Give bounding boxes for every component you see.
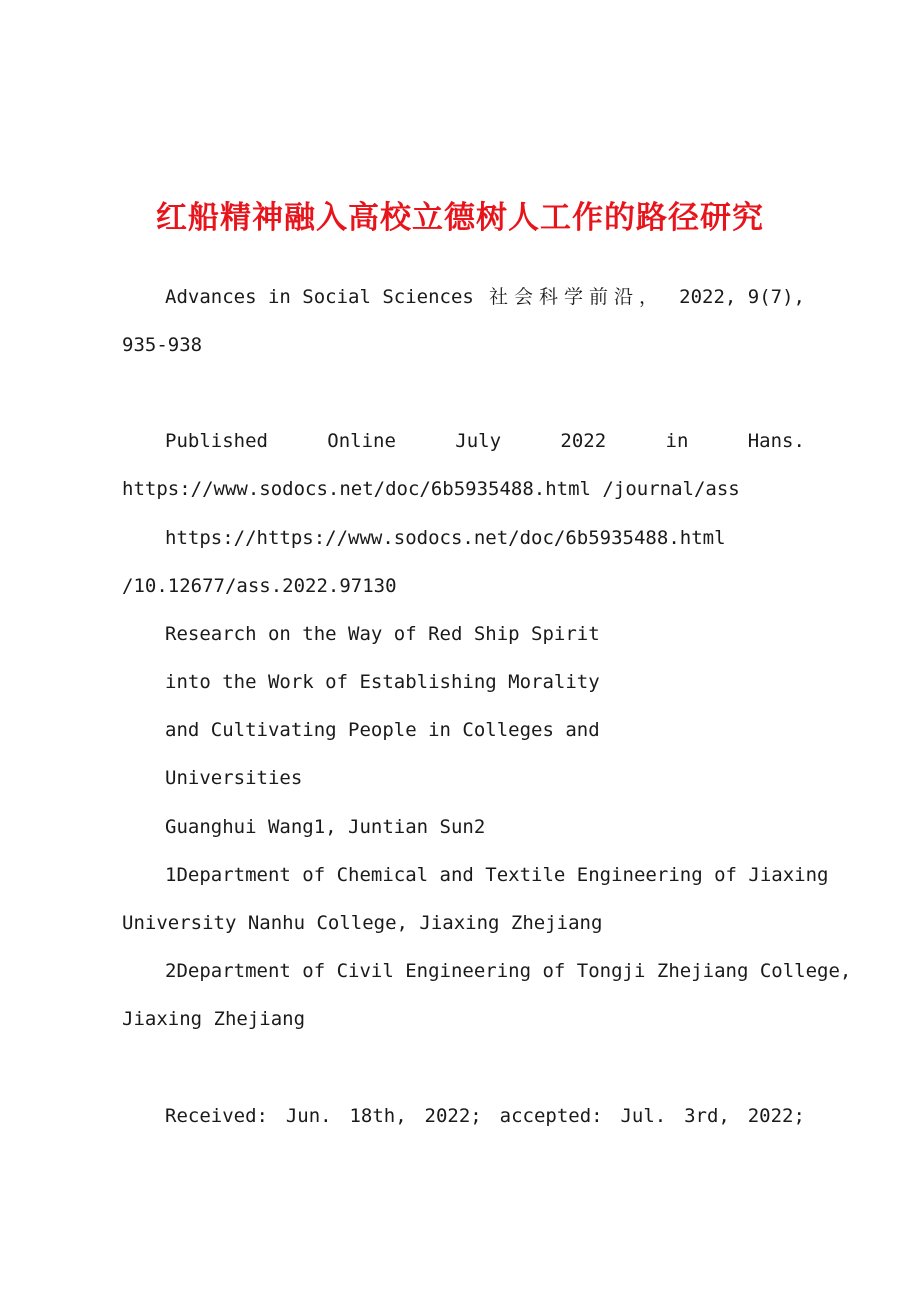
page-title: 红船精神融入高校立德树人工作的路径研究 <box>156 200 764 236</box>
affiliation-2: 2Department of Civil Engineering of Tongji Zhejiang College, <box>165 960 852 982</box>
journal-pages: 935-938 <box>122 334 203 356</box>
published-word: July <box>455 430 502 452</box>
affiliation-1-cont: University Nanhu College, Jiaxing Zhejiang <box>122 912 603 934</box>
received-word: accepted: <box>499 1105 603 1127</box>
english-title-line: into the Work of Establishing Morality <box>165 671 600 693</box>
received-word: 2022; <box>424 1105 482 1127</box>
journal-name-en: Advances in Social Sciences <box>165 286 474 308</box>
received-line <box>165 1103 805 1129</box>
received-word: 2022; <box>747 1105 805 1127</box>
affiliation-1: 1Department of Chemical and Textile Engineering of Jiaxing <box>165 864 829 886</box>
journal-url[interactable]: https://www.sodocs.net/doc/6b5935488.html /journal/ass <box>122 478 740 500</box>
journal-issue: 2022, 9(7), <box>679 286 805 308</box>
published-word: Published <box>165 430 268 452</box>
published-word: in <box>665 430 689 452</box>
received-word: 3rd, <box>684 1105 730 1127</box>
english-title-line: Universities <box>165 767 303 789</box>
published-word: Hans. <box>747 430 805 452</box>
authors: Guanghui Wang1, Juntian Sun2 <box>165 816 486 838</box>
published-word: Online <box>327 430 396 452</box>
received-word: 18th, <box>349 1105 407 1127</box>
published-line <box>165 428 805 454</box>
received-word: Received: <box>165 1105 268 1127</box>
received-word: Jul. <box>620 1105 667 1127</box>
citation-line <box>165 284 805 310</box>
english-title-line: and Cultivating People in Colleges and <box>165 719 600 741</box>
received-word: Jun. <box>285 1105 332 1127</box>
journal-name-cn: 社会科学前沿， <box>489 286 665 308</box>
english-title-line: Research on the Way of Red Ship Spirit <box>165 623 600 645</box>
affiliation-2-cont: Jiaxing Zhejiang <box>122 1008 306 1030</box>
published-word: 2022 <box>560 430 607 452</box>
doi-url[interactable]: https://https://www.sodocs.net/doc/6b5935488.html <box>165 527 726 549</box>
doi-suffix: /10.12677/ass.2022.97130 <box>122 575 397 597</box>
